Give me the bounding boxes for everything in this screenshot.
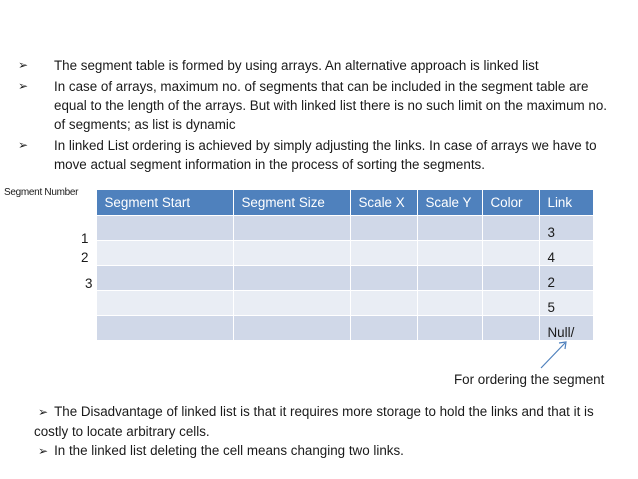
segment-number-label: Segment Number <box>4 187 79 198</box>
column-header: Scale X <box>350 190 417 216</box>
link-cell: 2 <box>539 266 594 291</box>
arrow-bullet-icon: ➢ <box>38 405 49 419</box>
column-header: Link <box>539 190 594 216</box>
note-text: In the linked list deleting the cell means changing two links. <box>54 443 404 458</box>
pointer-line <box>541 343 565 368</box>
note-item <box>34 441 614 461</box>
arrow-bullet-icon: ➢ <box>18 138 29 152</box>
row-number: 2 <box>81 250 89 265</box>
link-cell: Null/ <box>539 316 594 341</box>
arrow-bullet-icon: ➢ <box>18 79 29 93</box>
link-cell: 4 <box>539 241 594 266</box>
annotation-caption: For ordering the segment <box>454 372 605 387</box>
link-cell: 5 <box>539 291 594 316</box>
note-item <box>34 402 614 441</box>
link-cell: 3 <box>539 216 594 241</box>
arrow-bullet-icon: ➢ <box>38 444 49 458</box>
bullet-text: In linked List ordering is achieved by simply adjusting the links. In case of arrays we have to move actual segment information in the process of sorting the segments. <box>54 138 597 172</box>
bullet-text: The segment table is formed by using arrays. An alternative approach is linked list <box>54 58 539 73</box>
bullet-text: In case of arrays, maximum no. of segments that can be included in the segment table are equal to the length of the arrays. But with linked list there is no such limit on the maximum no. of segments; as list is dynamic <box>54 79 608 132</box>
row-number: 1 <box>81 231 89 246</box>
note-text: The Disadvantage of linked list is that it requires more storage to hold the links and that it is costly to locate arbitrary cells. <box>34 404 594 439</box>
column-header: Segment Start <box>97 190 234 216</box>
column-header: Segment Size <box>233 190 350 216</box>
column-header: Color <box>482 190 539 216</box>
row-number: 3 <box>85 276 93 291</box>
column-header: Scale Y <box>417 190 482 216</box>
arrow-bullet-icon: ➢ <box>18 58 29 72</box>
bottom-notes <box>34 402 614 461</box>
